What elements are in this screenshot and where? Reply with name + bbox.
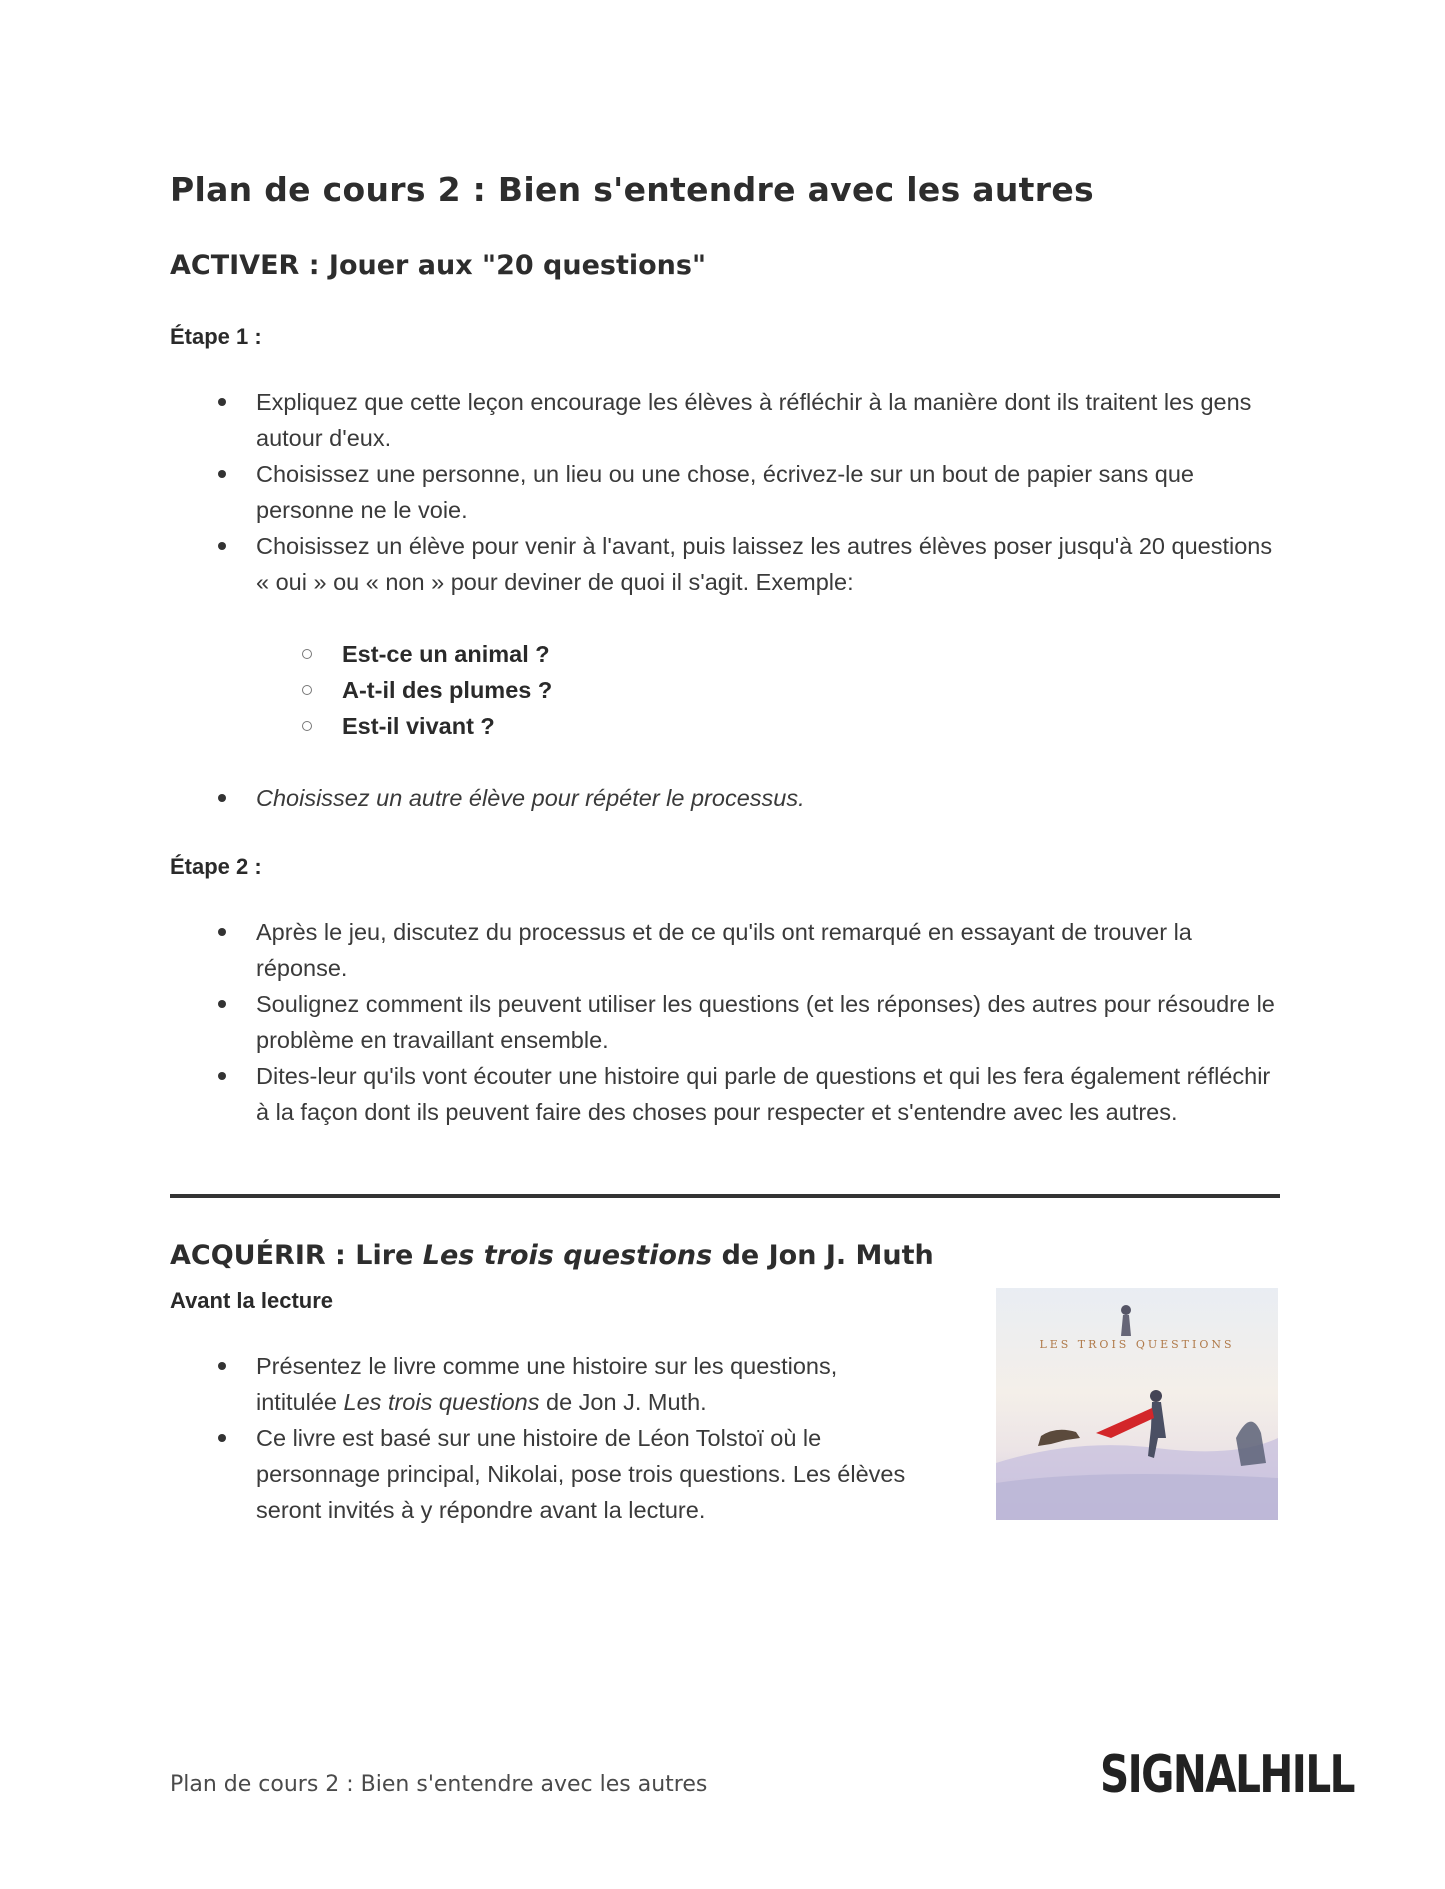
book-cover-illustration bbox=[996, 1288, 1278, 1520]
book-cover-title: LES TROIS QUESTIONS bbox=[1039, 1338, 1235, 1352]
footer-text: Plan de cours 2 : Bien s'entendre avec les autres bbox=[170, 1772, 708, 1797]
avant-lecture-list bbox=[170, 1348, 916, 1528]
list-item: Est-il vivant ? bbox=[342, 708, 1280, 744]
example-questions-list bbox=[170, 636, 1280, 744]
acquerir-heading-book-title: Les trois questions bbox=[422, 1239, 713, 1271]
section-divider bbox=[170, 1194, 1280, 1198]
etape1-label: Étape 1 : bbox=[170, 323, 262, 349]
page-content bbox=[170, 170, 1280, 1528]
acquerir-heading-prefix: ACQUÉRIR : Lire bbox=[170, 1239, 423, 1271]
avant-lecture-label: Avant la lecture bbox=[170, 1288, 334, 1314]
page-title: Plan de cours 2 : Bien s'entendre avec les autres bbox=[170, 170, 1094, 209]
bullet-text: de Jon J. Muth. bbox=[539, 1389, 707, 1416]
etape1-list bbox=[170, 384, 1280, 600]
list-item: Ce livre est basé sur une histoire de Léon Tolstoï où le personnage principal, Nikolai, pose trois questions. Les élèves seront invités à y répondre avant la lecture. bbox=[256, 1420, 916, 1528]
etape2-list bbox=[170, 914, 1280, 1130]
list-item: Choisissez un élève pour venir à l'avant, puis laissez les autres élèves poser jusqu'à 20 questions « oui » ou « non » pour deviner de quoi il s'agit. Exemple: bbox=[256, 528, 1280, 600]
bullet-text: Présentez le livre comme une histoire sur les questions, intitulée bbox=[256, 1353, 838, 1416]
etape1-last-list bbox=[170, 780, 1280, 816]
list-item: Choisissez une personne, un lieu ou une chose, écrivez-le sur un bout de papier sans que personne ne le voie. bbox=[256, 456, 1280, 528]
book-cover-image bbox=[996, 1288, 1278, 1520]
list-item: Expliquez que cette leçon encourage les élèves à réfléchir à la manière dont ils traitent les gens autour d'eux. bbox=[256, 384, 1280, 456]
acquerir-heading bbox=[170, 1240, 1280, 1272]
signalhill-logo: SIGNALHILL bbox=[1100, 1745, 1354, 1805]
list-item: Après le jeu, discutez du processus et de ce qu'ils ont remarqué en essayant de trouver la réponse. bbox=[256, 914, 1280, 986]
list-item bbox=[256, 1348, 916, 1420]
list-item: Choisissez un autre élève pour répéter le processus. bbox=[256, 780, 1280, 816]
list-item: Est-ce un animal ? bbox=[342, 636, 1280, 672]
acquerir-body bbox=[170, 1288, 1280, 1528]
book-title-inline: Les trois questions bbox=[343, 1389, 540, 1416]
acquerir-heading-suffix: de Jon J. Muth bbox=[712, 1239, 934, 1271]
list-item: A-t-il des plumes ? bbox=[342, 672, 1280, 708]
activer-heading: ACTIVER : Jouer aux "20 questions" bbox=[170, 249, 707, 281]
list-item: Dites-leur qu'ils vont écouter une histoire qui parle de questions et qui les fera également réfléchir à la façon dont ils peuvent faire des choses pour respecter et s'entendre avec les autres. bbox=[256, 1058, 1280, 1130]
list-item: Soulignez comment ils peuvent utiliser les questions (et les réponses) des autres pour résoudre le problème en travaillant ensemble. bbox=[256, 986, 1280, 1058]
etape2-label: Étape 2 : bbox=[170, 853, 262, 879]
